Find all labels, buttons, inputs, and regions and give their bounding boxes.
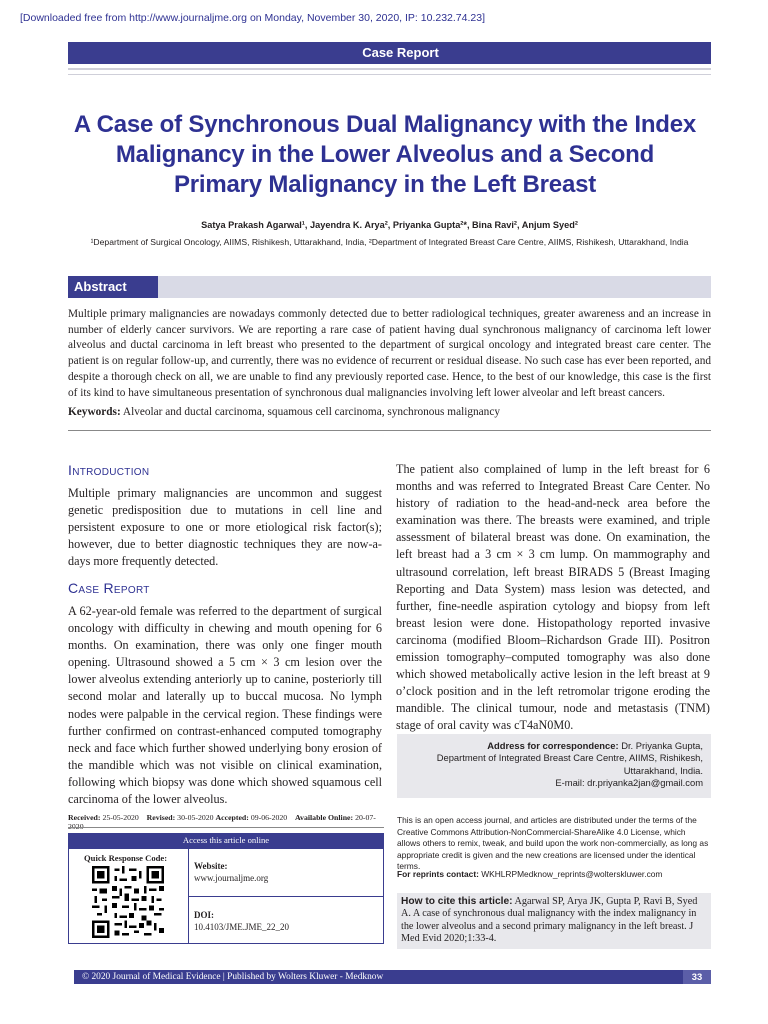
- reprints: [397, 869, 711, 879]
- introduction-text: Multiple primary malignancies are uncommon and suggest genetic predisposition due to mutations in cell line and persistent exposure to one or more etiological risk factor(s); however, due to better diagnostic techniques they are now-a-days more frequently detected.: [68, 486, 382, 569]
- footer-bar: [68, 970, 711, 984]
- correspondence-line2: Uttarakhand, India.: [623, 764, 703, 776]
- correspondence-box: [397, 734, 711, 798]
- revised-date: 30-05-2020: [177, 813, 214, 822]
- keywords-value: Alveolar and ductal carcinoma, squamous cell carcinoma, synchronous malignancy: [122, 406, 500, 418]
- dates: [68, 813, 384, 831]
- divider: [188, 896, 384, 897]
- keywords: [68, 406, 711, 418]
- footer-text: © 2020 Journal of Medical Evidence | Published by Wolters Kluwer - Medknow: [82, 972, 384, 982]
- affiliations: ¹Department of Surgical Oncology, AIIMS, Rishikesh, Uttarakhand, India, ²Department of Integrated Breast Care Centre, AIIMS, Rishikesh, Uttarakhand, India: [90, 237, 689, 247]
- footer-accent: [68, 970, 74, 984]
- website-label: Website:: [194, 861, 228, 871]
- download-note: [Downloaded free from http://www.journaljme.org on Monday, November 30, 2020, IP: 10.232.74.23]: [20, 12, 485, 24]
- case-report-heading: Case Report: [68, 580, 150, 596]
- citation-label: How to cite this article:: [401, 896, 513, 907]
- correspondence-line1: Department of Integrated Breast Care Centre, AIIMS, Rishikesh,: [436, 752, 703, 764]
- divider: [68, 430, 711, 431]
- article-title: A Case of Synchronous Dual Malignancy with the Index Malignancy in the Lower Alveolus and a Second Primary Malignancy in the Left Breast: [73, 111, 697, 198]
- citation-text: Agarwal SP, Arya JK, Gupta P, Ravi B, Syed A. A case of synchronous dual malignancy with the index malignancy in the lower alveolus and a second primary malignancy in the left breast. J Med Evid 2020;1:33-4.: [401, 896, 698, 945]
- open-access-notice: This is an open access journal, and articles are distributed under the terms of the Creative Commons Attribution-NonCommercial-ShareAlike 4.0 License, which allows others to remix, tweak, and build upon the work non-commercially, as long as appropriate credit is given and the new creations are licensed under the identical terms.: [397, 815, 709, 872]
- revised-label: Revised:: [146, 813, 176, 822]
- doi-label: DOI:: [194, 910, 214, 920]
- article-type-band: [68, 42, 711, 64]
- received-date: 25-05-2020: [102, 813, 139, 822]
- doi-link[interactable]: 10.4103/JME.JME_22_20: [194, 922, 290, 932]
- page-number: 33: [683, 970, 711, 984]
- article-type: Case Report: [362, 45, 439, 60]
- access-header: Access this article online: [68, 833, 384, 848]
- divider: [68, 74, 711, 75]
- received-label: Received:: [68, 813, 101, 822]
- correspondence-label: Address for correspondence:: [487, 740, 619, 751]
- case-report-text-continued: The patient also complained of lump in the left breast for 6 months and was referred to Integrated Breast Care Center. No history of radiation to the head-and-neck area before the examination was there. The breasts were examined, and triple assessment of bilateral breast was done. On examination, the left breast had a 3 cm × 3 cm lump. On mammography and ultrasound correlation, left breast BIRADS 5 (Breast Imaging Reporting and Data System) mass lesion was detected, and further, fine-needle aspiration cytology and biopsy from left breast lesion were done. Histopathology reported invasive carcinoma (modified Bloom–Richardson Grade III). Positron emission tomography–computed tomography was also done which showed metabolically active lesion in the left breast at 9 o’clock position and in the left retromolar trigone eroding the mandible. The clinical tumour, node and metastasis (TNM) stage of oral cavity was cT4aN0M0.: [396, 462, 710, 733]
- divider: [68, 827, 384, 828]
- accepted-date: 09-06-2020: [250, 813, 288, 822]
- abstract-heading: Abstract: [68, 276, 158, 298]
- abstract-text: Multiple primary malignancies are nowadays commonly detected due to better radiological techniques, greater awareness and an increase in number of elderly cancer survivors. We are reporting a rare case of patient having dual synchronous malignancy of carcinoma left lower alveolus and ductal carcinoma in left breast who presented to the department of surgical oncology and integrated breast care center. The patient is on regular follow-up, and currently, there was no evidence of recurrent or residual disease. No such case has ever been reported, and despite a thorough check on all, we are unable to find any previously reported case. Hence, to the best of our knowledge, this case is the first of its kind to have simultaneous presentation of synchronous dual malignancies involving left lower alveolar and left breast cancers.: [68, 308, 711, 399]
- case-report-text: A 62-year-old female was referred to the department of surgical oncology with difficulty in chewing and mouth opening for 6 months. On examination, there was only one finger mouth opening. Ultrasound showed a 5 cm × 3 cm lesion over the lower alveolus extending anteriorly up to canine, posteriorly till second molar and laterally up to buccal mucosa. No lymph nodes were palpable in the cervical region. These findings were further confirmed on contrast-enhanced computed tomography neck and face which further showed underlying bony erosion of the mandible which was not visible on clinical examination, following which biopsy was done which showed squamous cell carcinoma of the lower alveolus.: [68, 604, 382, 807]
- qr-label: Quick Response Code:: [84, 853, 168, 863]
- online-date: 20-07-: [355, 813, 376, 822]
- introduction-heading: Introduction: [68, 462, 150, 478]
- citation-box: [397, 893, 711, 949]
- authors: Satya Prakash Agarwal¹, Jayendra K. Arya², Priyanka Gupta²*, Bina Ravi², Anjum Syed²: [201, 220, 578, 230]
- reprints-label: For reprints contact:: [397, 869, 479, 879]
- abstract-band: [68, 276, 711, 298]
- reprints-value: WKHLRPMedknow_reprints@wolterskluwer.com: [481, 869, 663, 879]
- correspondence-name: Dr. Priyanka Gupta,: [621, 740, 703, 751]
- website-link[interactable]: www.journaljme.org: [194, 873, 269, 883]
- qr-code-icon[interactable]: [92, 866, 164, 938]
- accepted-label: Accepted:: [215, 813, 249, 822]
- correspondence-email: E-mail: dr.priyanka2jan@gmail.com: [555, 776, 703, 788]
- keywords-label: Keywords:: [68, 406, 121, 418]
- divider: [68, 68, 711, 70]
- online-label: Available Online:: [295, 813, 354, 822]
